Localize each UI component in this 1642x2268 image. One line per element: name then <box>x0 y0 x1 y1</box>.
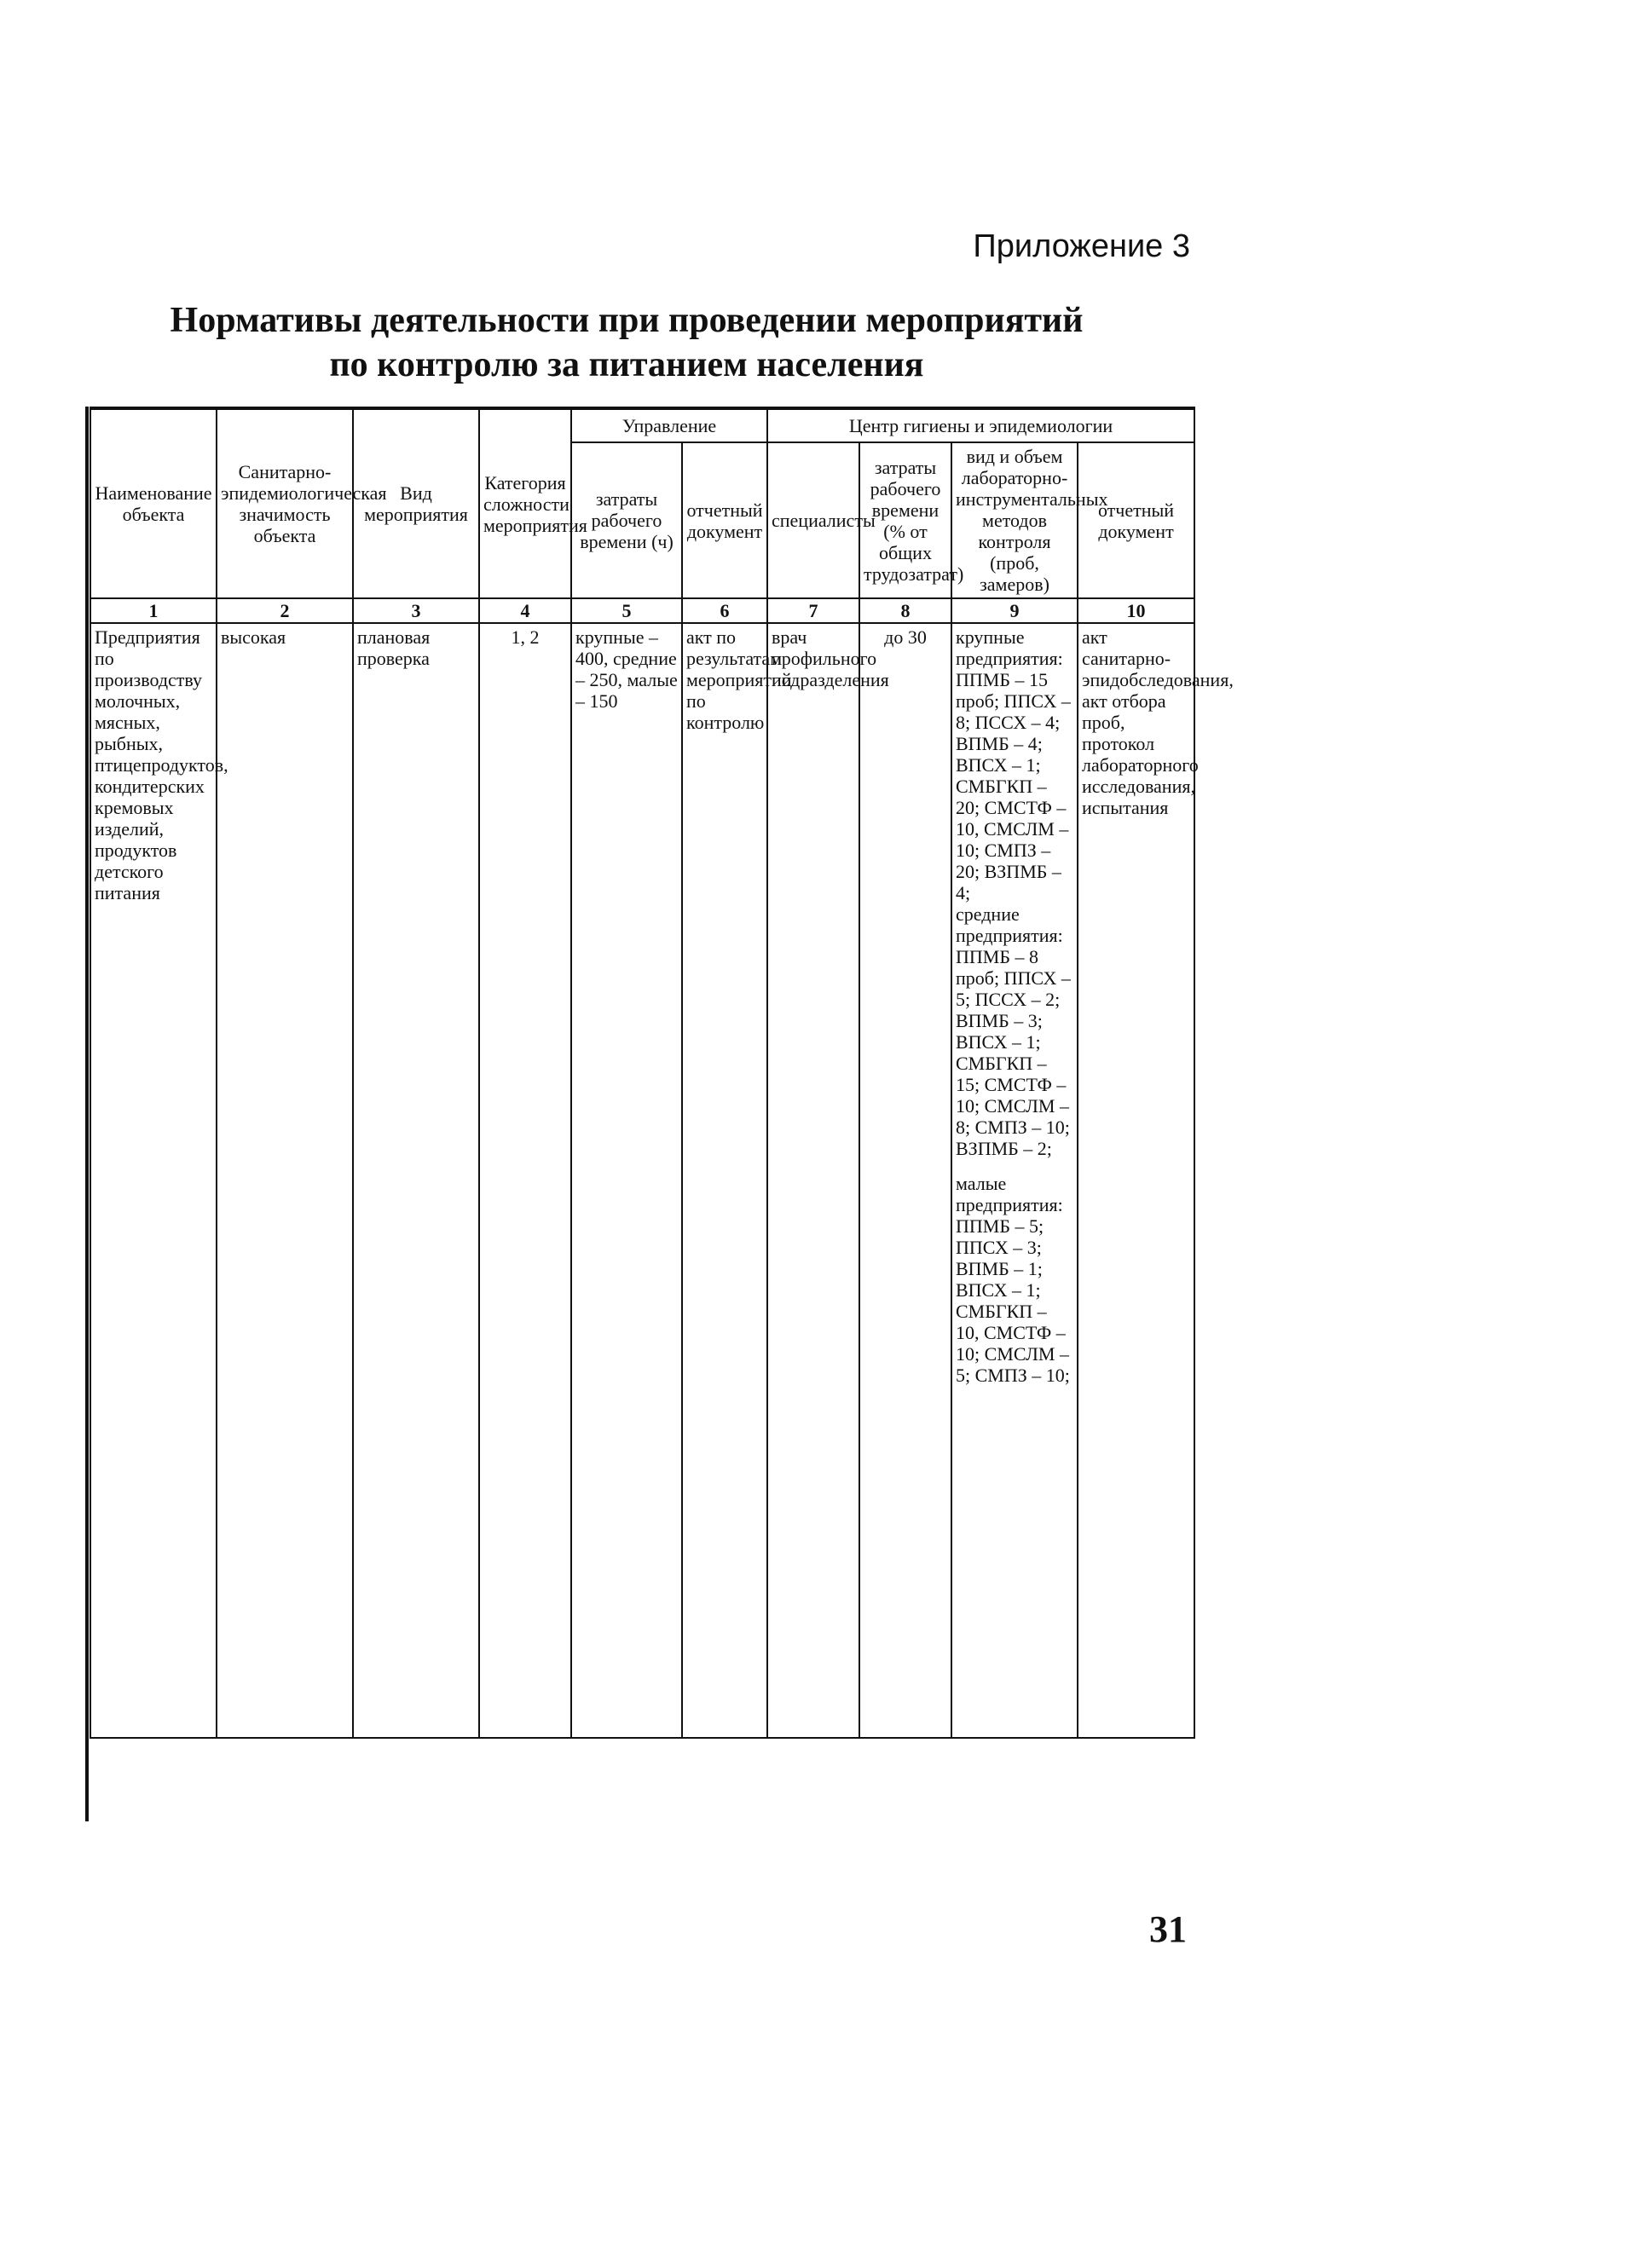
norms-table <box>90 407 1234 1739</box>
header-event-type: Вид мероприятия <box>353 408 479 598</box>
cell-event-type: плановая проверка <box>353 623 479 1738</box>
header-group-administration: Управление <box>571 408 767 442</box>
column-numbers-row <box>90 598 1194 623</box>
cell-center-report: акт санитарно-эпидобследования, акт отбора проб, протокол лабораторного исследования, испытания <box>1078 623 1194 1738</box>
column-number: 4 <box>479 598 571 623</box>
header-center-report: отчетный документ <box>1078 442 1194 598</box>
lab-methods-small: малые предприятия: ППМБ – 5; ППСХ – 3; ВПМБ – 1; ВПСХ – 1; СМБГКП – 10, СМСТФ – 10; СМСЛМ – 5; СМПЗ – 10; <box>956 1173 1070 1386</box>
header-admin-report: отчетный документ <box>682 442 767 598</box>
column-number: 10 <box>1078 598 1194 623</box>
header-row-groups <box>90 408 1194 442</box>
document-title-line-1: Нормативы деятельности при проведении мероприятий <box>170 301 1084 340</box>
header-group-center: Центр гигиены и эпидемиологии <box>767 408 1194 442</box>
cell-admin-report: акт по результатам мероприятий по контролю <box>682 623 767 1738</box>
column-number: 7 <box>767 598 859 623</box>
header-center-time: затраты рабочего времени (% от общих трудозатрат) <box>859 442 951 598</box>
cell-admin-time: крупные – 400, средние – 250, малые – 150 <box>571 623 682 1738</box>
column-number: 3 <box>353 598 479 623</box>
lab-methods-medium: средние предприятия: ППМБ – 8 проб; ППСХ – 5; ПССХ – 2; ВПМБ – 3; ВПСХ – 1; СМБГКП – 15; СМСТФ – 10; СМСЛМ – 8; СМПЗ – 10; ВЗПМБ – 2; <box>956 903 1071 1159</box>
header-complexity-category: Категория сложности мероприятия <box>479 408 571 598</box>
document-title <box>128 298 1125 387</box>
header-lab-methods: вид и объем лабораторно-инструментальных методов контроля (проб, замеров) <box>951 442 1078 598</box>
page-number: 31 <box>1149 1908 1187 1950</box>
column-number: 9 <box>951 598 1078 623</box>
cell-significance: высокая <box>217 623 353 1738</box>
cell-lab-methods <box>951 623 1078 1738</box>
column-number: 1 <box>90 598 217 623</box>
column-number: 2 <box>217 598 353 623</box>
table-row <box>90 623 1194 1738</box>
appendix-label: Приложение 3 <box>973 228 1190 264</box>
header-admin-time: затраты рабочего времени (ч) <box>571 442 682 598</box>
column-number: 8 <box>859 598 951 623</box>
document-title-line-2: по контролю за питанием населения <box>329 345 924 384</box>
header-specialists: специалисты <box>767 442 859 598</box>
column-number: 5 <box>571 598 682 623</box>
header-object-name: Наименование объекта <box>90 408 217 598</box>
cell-complexity-category: 1, 2 <box>479 623 571 1738</box>
cell-center-time: до 30 <box>859 623 951 1738</box>
column-number: 6 <box>682 598 767 623</box>
lab-methods-large: крупные предприятия: ППМБ – 15 проб; ППСХ – 8; ПССХ – 4; ВПМБ – 4; ВПСХ – 1; СМБГКП – 20; СМСТФ – 10, СМСЛМ – 10; СМПЗ – 20; ВЗПМБ – 4; <box>956 626 1071 903</box>
cell-object-name: Предприятия по производству молочных, мясных, рыбных, птицепродуктов, кондитерских кремовых изделий, продуктов детского питания <box>90 623 217 1738</box>
header-significance: Санитарно-эпидемиологическая значимость объекта <box>217 408 353 598</box>
cell-specialists: врач профильного подразделения <box>767 623 859 1738</box>
table-left-border <box>85 407 89 1821</box>
